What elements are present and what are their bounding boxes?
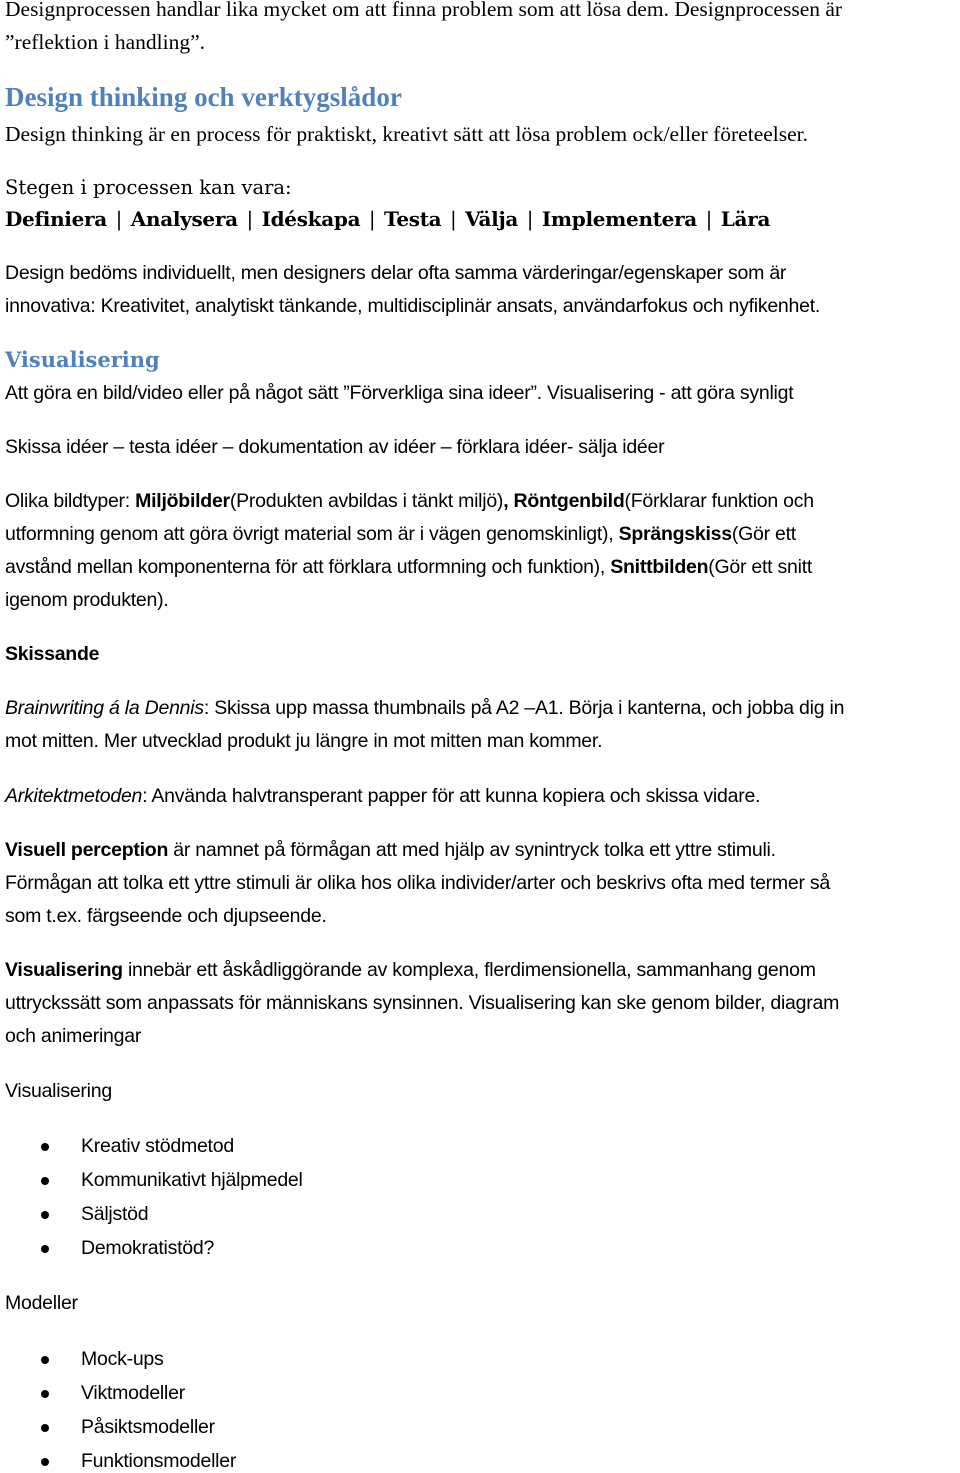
list-item: Kommunikativt hjälpmedel — [81, 1169, 303, 1191]
bullet-icon — [41, 1211, 49, 1219]
sprangskiss-desc-cont: avstånd mellan komponenterna för att förklara utformning och funktion), — [5, 556, 611, 578]
snittbilden-desc: (Gör ett snitt — [708, 556, 813, 578]
list-heading-visualisering: Visualisering — [5, 1080, 112, 1102]
perception-line-3: som t.ex. färgseende och djupseende. — [5, 905, 327, 927]
term-sprangskiss: Sprängskiss — [618, 523, 732, 545]
idea-chain: Skissa idéer – testa idéer – dokumentation av idéer – förklara idéer- sälja idéer — [5, 436, 665, 458]
step-separator: | — [705, 207, 713, 231]
list-item: Demokratistöd? — [81, 1237, 215, 1259]
step-valja: Välja — [465, 207, 519, 231]
sprangskiss-desc: (Gör ett — [731, 523, 796, 545]
list-heading-modeller: Modeller — [5, 1292, 78, 1314]
term-rontgenbild: , Röntgenbild — [503, 490, 625, 512]
visualisering-line-1: Att göra en bild/video eller på något sätt ”Förverkliga sina ideer”. Visualisering - att göra synligt — [5, 382, 794, 404]
steps-intro: Stegen i processen kan vara: — [5, 176, 292, 199]
assessment-line-1: Design bedöms individuellt, men designers delar ofta samma värderingar/egenskaper som är — [5, 262, 787, 284]
list-item: Säljstöd — [81, 1203, 149, 1225]
bullet-icon — [41, 1177, 49, 1185]
rontgenbild-desc-cont: utformning genom att göra övrigt material som är i vägen genomskinligt), — [5, 523, 619, 545]
visualisering-def-desc: innebär ett åskådliggörande av komplexa, flerdimensionella, sammanhang genom — [122, 959, 816, 981]
step-implementera: Implementera — [541, 207, 697, 231]
section-heading-skissande — [5, 643, 99, 666]
step-separator: | — [246, 207, 253, 231]
bullet-icon — [41, 1390, 49, 1398]
list-item: Viktmodeller — [81, 1382, 185, 1404]
arkitekt-desc: : Använda halvtransperant papper för att kunna kopiera och skissa vidare. — [142, 785, 761, 807]
perception-line-2: Förmågan att tolka ett yttre stimuli är olika hos olika individer/arter och beskrivs ofta med termer så — [5, 872, 831, 894]
bildtyper-intro: Olika bildtyper: — [5, 490, 136, 512]
visualisering-def-line-2: uttryckssätt som anpassats för människans synsinnen. Visualisering kan ske genom bilder, diagram — [5, 992, 840, 1014]
step-ideskapa: Idéskapa — [261, 207, 361, 231]
process-steps — [5, 207, 770, 231]
visualisering-def-line-1 — [5, 959, 816, 982]
list-item: Mock-ups — [81, 1348, 164, 1370]
section-heading-visualisering: Visualisering — [5, 347, 160, 372]
visualisering-def-line-3: och animeringar — [5, 1025, 142, 1047]
list-item: Påsiktsmodeller — [81, 1416, 215, 1438]
step-separator: | — [115, 207, 123, 231]
skissande-heading-text: Skissande — [5, 643, 100, 665]
bildtyper-line-3 — [5, 556, 812, 579]
bullet-icon — [41, 1458, 49, 1466]
list-item: Funktionsmodeller — [81, 1450, 237, 1472]
term-visualisering: Visualisering — [5, 959, 123, 981]
assessment-line-2: innovativa: Kreativitet, analytiskt tänkande, multidisciplinär ansats, användarfokus och nyfikenhet. — [5, 295, 821, 317]
intro-line-1: Designprocessen handlar lika mycket om att finna problem som att lösa dem. Designprocessen är — [5, 0, 843, 21]
perception-line-1 — [5, 839, 776, 862]
bildtyper-line-4: igenom produkten). — [5, 589, 169, 611]
brainwriting-desc: : Skissa upp massa thumbnails på A2 –A1. Börja i kanterna, och jobba dig in — [203, 697, 845, 719]
step-lara: Lära — [720, 207, 771, 231]
bullet-icon — [41, 1356, 49, 1364]
term-miljobilder: Miljöbilder — [135, 490, 230, 512]
bildtyper-line-1 — [5, 490, 814, 513]
bildtyper-line-2 — [5, 523, 796, 546]
bullet-icon — [41, 1245, 49, 1253]
rontgenbild-desc: (Förklarar funktion och — [624, 490, 814, 512]
section-heading-design-thinking: Design thinking och verktygslådor — [5, 82, 402, 112]
step-definiera: Definiera — [5, 207, 107, 231]
term-visuell-perception: Visuell perception — [5, 839, 169, 861]
term-brainwriting: Brainwriting á la Dennis — [5, 697, 204, 719]
brainwriting-line-2: mot mitten. Mer utvecklad produkt ju längre in mot mitten man kommer. — [5, 730, 603, 752]
step-testa: Testa — [384, 207, 442, 231]
term-snittbilden: Snittbilden — [610, 556, 709, 578]
intro-line-2: ”reflektion i handling”. — [5, 30, 205, 54]
step-analysera: Analysera — [130, 207, 238, 231]
perception-desc: är namnet på förmågan att med hjälp av synintryck tolka ett yttre stimuli. — [168, 839, 776, 861]
miljobilder-desc: (Produkten avbildas i tänkt miljö) — [229, 490, 504, 512]
brainwriting-line-1 — [5, 697, 844, 720]
list-item: Kreativ stödmetod — [81, 1135, 234, 1157]
term-arkitektmetoden: Arkitektmetoden — [5, 785, 143, 807]
bullet-icon — [41, 1424, 49, 1432]
step-separator: | — [526, 207, 534, 231]
bullet-icon — [41, 1143, 49, 1151]
step-separator: | — [368, 207, 376, 231]
arkitekt-line — [5, 785, 760, 808]
step-separator: | — [450, 207, 457, 231]
design-thinking-text: Design thinking är en process för praktiskt, kreativt sätt att lösa problem ock/eller företeelser. — [5, 122, 809, 146]
